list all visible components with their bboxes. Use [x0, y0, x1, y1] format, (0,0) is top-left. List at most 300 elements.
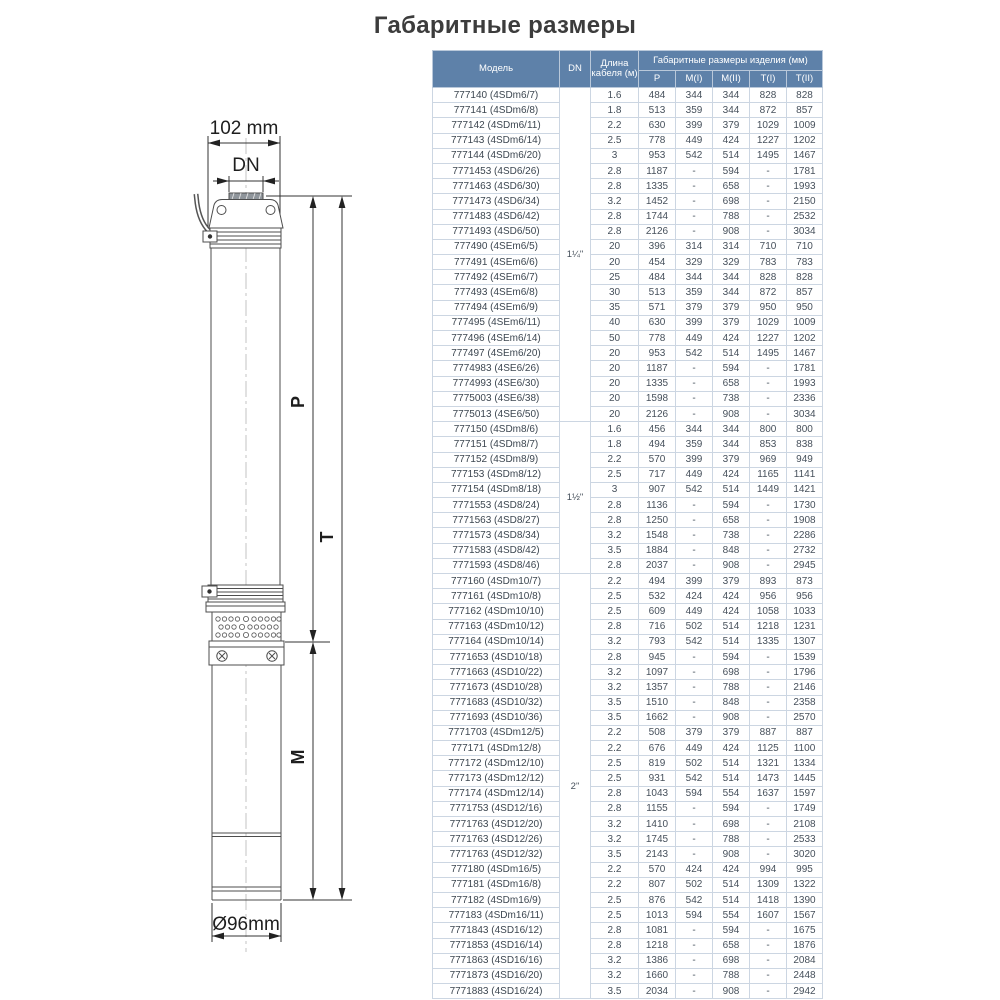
dimension-cell: - [750, 224, 787, 239]
model-cell: 7771863 (4SD16/16) [433, 953, 560, 968]
dimension-cell: 1136 [639, 498, 676, 513]
dimension-cell: 396 [639, 239, 676, 254]
dimension-cell: 3020 [787, 847, 823, 862]
dimension-cell: 893 [750, 574, 787, 589]
dimension-cell: 738 [713, 528, 750, 543]
dimension-cell: 454 [639, 255, 676, 270]
dimension-cell: 828 [787, 88, 823, 103]
table-row [433, 892, 823, 907]
dimension-cell: 1744 [639, 209, 676, 224]
dimension-cell: 1510 [639, 695, 676, 710]
dimension-cell: - [676, 968, 713, 983]
dimension-cell: 1598 [639, 391, 676, 406]
dimension-cell: 1202 [787, 331, 823, 346]
cable-length-cell: 2.2 [591, 862, 639, 877]
dimension-cell: - [676, 376, 713, 391]
dimension-cell: 314 [676, 239, 713, 254]
cable-length-cell: 3.2 [591, 680, 639, 695]
model-cell: 777163 (4SDm10/12) [433, 619, 560, 634]
table-row [433, 467, 823, 482]
dimension-cell: 1081 [639, 923, 676, 938]
table-row [433, 376, 823, 391]
dimension-cell: 344 [713, 422, 750, 437]
cable-length-cell: 3.2 [591, 634, 639, 649]
dimension-cell: 594 [713, 649, 750, 664]
model-cell: 777491 (4SEm6/6) [433, 255, 560, 270]
dimension-cell: 872 [750, 103, 787, 118]
dimension-cell: - [750, 680, 787, 695]
table-row [433, 634, 823, 649]
dimension-cell: 1165 [750, 467, 787, 482]
table-row [433, 832, 823, 847]
dimension-cell: 658 [713, 376, 750, 391]
dimension-cell: 424 [713, 467, 750, 482]
table-row [433, 422, 823, 437]
cable-length-cell: 20 [591, 406, 639, 421]
dimension-cell: 344 [676, 422, 713, 437]
dimension-cell: 1309 [750, 877, 787, 892]
dimension-cell: 1013 [639, 908, 676, 923]
dimension-cell: 513 [639, 103, 676, 118]
dimension-cell: 887 [750, 725, 787, 740]
dimension-cell: 853 [750, 437, 787, 452]
dimension-cell: 1187 [639, 361, 676, 376]
page-title: Габаритные размеры [373, 12, 637, 39]
table-row [433, 558, 823, 573]
dimension-cell: 1029 [750, 118, 787, 133]
dimension-cell: 950 [750, 300, 787, 315]
dimension-cell: - [676, 179, 713, 194]
table-row [433, 224, 823, 239]
dimension-cell: 329 [713, 255, 750, 270]
dimension-cell: 788 [713, 209, 750, 224]
t-dimension [339, 196, 346, 900]
table-row [433, 877, 823, 892]
dimension-cell: - [676, 406, 713, 421]
dimension-cell: 908 [713, 984, 750, 999]
cable-length-cell: 2.8 [591, 163, 639, 178]
model-cell: 777497 (4SEm6/20) [433, 346, 560, 361]
dimension-cell: 2126 [639, 406, 676, 421]
cable-length-cell: 20 [591, 391, 639, 406]
dimension-cell: 1876 [787, 938, 823, 953]
dimension-cell: 788 [713, 680, 750, 695]
dimension-cell: 1452 [639, 194, 676, 209]
header-model: Модель [433, 51, 560, 88]
cable-length-cell: 2.5 [591, 467, 639, 482]
dimension-cell: 1993 [787, 376, 823, 391]
table-row [433, 239, 823, 254]
dimension-cell: 2533 [787, 832, 823, 847]
dimension-cell: - [750, 801, 787, 816]
dimension-cell: - [750, 513, 787, 528]
header-cable-length: Длина кабеля (м) [591, 51, 639, 88]
dimension-cell: 953 [639, 148, 676, 163]
cable-length-cell: 2.2 [591, 741, 639, 756]
dimension-cell: - [676, 801, 713, 816]
table-row [433, 331, 823, 346]
dimension-cell: - [750, 194, 787, 209]
cable-length-cell: 2.5 [591, 771, 639, 786]
cable-length-cell: 3 [591, 148, 639, 163]
model-cell: 777162 (4SDm10/10) [433, 604, 560, 619]
dimension-cell: 2143 [639, 847, 676, 862]
bottom-diameter-label: Ø96mm [212, 914, 280, 935]
table-row [433, 984, 823, 999]
table-row [433, 604, 823, 619]
cable-length-cell: 2.8 [591, 619, 639, 634]
cable-length-cell: 1.8 [591, 103, 639, 118]
dimension-cell: 399 [676, 452, 713, 467]
dimension-cell: - [750, 847, 787, 862]
dimension-cell: 1029 [750, 315, 787, 330]
model-cell: 7775003 (4SE6/38) [433, 391, 560, 406]
table-row [433, 543, 823, 558]
table-row [433, 574, 823, 589]
cable-length-cell: 1.6 [591, 422, 639, 437]
header-dn: DN [560, 51, 591, 88]
dimension-cell: 800 [750, 422, 787, 437]
dimension-cell: 424 [713, 862, 750, 877]
cable-length-cell: 2.8 [591, 649, 639, 664]
dimension-cell: 449 [676, 467, 713, 482]
model-cell: 7771573 (4SD8/34) [433, 528, 560, 543]
model-cell: 7771873 (4SD16/20) [433, 968, 560, 983]
model-cell: 7771883 (4SD16/24) [433, 984, 560, 999]
model-cell: 7771703 (4SDm12/5) [433, 725, 560, 740]
dimension-cell: 698 [713, 194, 750, 209]
dimension-cell: - [676, 710, 713, 725]
dimension-cell: 1445 [787, 771, 823, 786]
dimension-cell: 953 [639, 346, 676, 361]
dimension-cell: 344 [676, 88, 713, 103]
dimension-cell: 1357 [639, 680, 676, 695]
dimension-cell: 857 [787, 285, 823, 300]
cable-length-cell: 3.2 [591, 194, 639, 209]
dimension-cell: 828 [750, 270, 787, 285]
dimension-cell: 2084 [787, 953, 823, 968]
dimension-cell: 2108 [787, 817, 823, 832]
table-row [433, 103, 823, 118]
dimension-cell: 514 [713, 756, 750, 771]
dimension-cell: 887 [787, 725, 823, 740]
header-dim-m2: M(II) [713, 71, 750, 88]
dimension-cell: 514 [713, 619, 750, 634]
table-row [433, 680, 823, 695]
dimension-cell: - [676, 361, 713, 376]
dimension-cell: 1321 [750, 756, 787, 771]
dimension-cell: 314 [713, 239, 750, 254]
dimension-cell: 1202 [787, 133, 823, 148]
model-cell: 777161 (4SDm10/8) [433, 589, 560, 604]
dimension-cell: 542 [676, 148, 713, 163]
dimension-cell: 1058 [750, 604, 787, 619]
dn-cell: 1½" [560, 422, 591, 574]
dimension-cell: 514 [713, 148, 750, 163]
dimension-cell: - [676, 649, 713, 664]
model-cell: 7771553 (4SD8/24) [433, 498, 560, 513]
dimension-cell: 783 [787, 255, 823, 270]
table-row [433, 437, 823, 452]
cable-length-cell: 3.2 [591, 832, 639, 847]
table-row [433, 953, 823, 968]
dimension-cell: 2126 [639, 224, 676, 239]
dimension-cell: 399 [676, 118, 713, 133]
cable-length-cell: 30 [591, 285, 639, 300]
table-row [433, 619, 823, 634]
dimension-cell: 513 [639, 285, 676, 300]
cable-length-cell: 2.8 [591, 786, 639, 801]
dimension-cell: 1675 [787, 923, 823, 938]
dimension-cell: 783 [750, 255, 787, 270]
dimension-cell: 2034 [639, 984, 676, 999]
dimension-cell: 828 [750, 88, 787, 103]
dimension-cell: 994 [750, 862, 787, 877]
dimension-cell: 1390 [787, 892, 823, 907]
model-cell: 7771663 (4SD10/22) [433, 665, 560, 680]
cable-length-cell: 35 [591, 300, 639, 315]
dimension-cell: - [750, 558, 787, 573]
cable-length-cell: 2.5 [591, 892, 639, 907]
dimension-cell: 399 [676, 315, 713, 330]
dimension-cell: - [676, 528, 713, 543]
cable-length-cell: 2.2 [591, 574, 639, 589]
dimension-cell: 484 [639, 270, 676, 285]
reference-lines [266, 196, 352, 900]
table-row [433, 118, 823, 133]
dimension-cell: 956 [787, 589, 823, 604]
dimension-cell: 1100 [787, 741, 823, 756]
dimension-cell: 329 [676, 255, 713, 270]
dimension-cell: 424 [713, 589, 750, 604]
dimension-cell: - [676, 953, 713, 968]
model-cell: 7774993 (4SE6/30) [433, 376, 560, 391]
dimension-cell: 873 [787, 574, 823, 589]
dimension-cell: 449 [676, 331, 713, 346]
dimension-cell: 2037 [639, 558, 676, 573]
dimension-cell: 1335 [639, 376, 676, 391]
dimension-cell: 1009 [787, 118, 823, 133]
dimension-cell: 956 [750, 589, 787, 604]
dimension-cell: - [750, 695, 787, 710]
dimension-cell: 1386 [639, 953, 676, 968]
model-cell: 7771763 (4SD12/26) [433, 832, 560, 847]
dimension-cell: 738 [713, 391, 750, 406]
header-dim-m1: M(I) [676, 71, 713, 88]
table-row [433, 786, 823, 801]
table-row [433, 255, 823, 270]
dimension-cell: - [676, 695, 713, 710]
table-header [433, 51, 823, 88]
dimension-cell: 2286 [787, 528, 823, 543]
model-cell: 777173 (4SDm12/12) [433, 771, 560, 786]
dn-cell: 2" [560, 574, 591, 999]
dimension-cell: 1781 [787, 361, 823, 376]
dimension-cell: 399 [676, 574, 713, 589]
table-row [433, 482, 823, 497]
model-cell: 7771563 (4SD8/27) [433, 513, 560, 528]
model-cell: 777492 (4SEm6/7) [433, 270, 560, 285]
model-cell: 7771763 (4SD12/20) [433, 817, 560, 832]
dimension-cell: 1749 [787, 801, 823, 816]
dimension-cell: - [750, 953, 787, 968]
cable-length-cell: 2.8 [591, 938, 639, 953]
table-row [433, 649, 823, 664]
dimension-cell: - [676, 558, 713, 573]
dimension-cell: - [750, 543, 787, 558]
table-row [433, 209, 823, 224]
dimension-cell: - [676, 209, 713, 224]
dimension-cell: - [750, 832, 787, 847]
dimension-cell: 609 [639, 604, 676, 619]
dimension-cell: 449 [676, 741, 713, 756]
model-cell: 777153 (4SDm8/12) [433, 467, 560, 482]
cable-length-cell: 2.8 [591, 498, 639, 513]
dimension-cell: 945 [639, 649, 676, 664]
dimension-cell: 950 [787, 300, 823, 315]
table-row [433, 194, 823, 209]
model-cell: 7771593 (4SD8/46) [433, 558, 560, 573]
table-row [433, 88, 823, 103]
dimension-cell: 1097 [639, 665, 676, 680]
model-cell: 777174 (4SDm12/14) [433, 786, 560, 801]
dimension-cell: 379 [676, 300, 713, 315]
cable-length-cell: 2.8 [591, 179, 639, 194]
dimension-cell: - [676, 194, 713, 209]
table-row [433, 665, 823, 680]
dimension-cell: 1218 [750, 619, 787, 634]
dimension-cell: 848 [713, 543, 750, 558]
dimension-cell: 698 [713, 817, 750, 832]
cable-length-cell: 2.5 [591, 133, 639, 148]
table-row [433, 756, 823, 771]
table-row [433, 589, 823, 604]
dimension-cell: 698 [713, 665, 750, 680]
dimension-cell: 828 [787, 270, 823, 285]
dimension-cell: 1227 [750, 331, 787, 346]
dimension-cell: 494 [639, 437, 676, 452]
dimension-cell: 594 [676, 908, 713, 923]
pump-dimension-diagram [150, 95, 380, 965]
dimension-cell: 876 [639, 892, 676, 907]
cable-length-cell: 20 [591, 361, 639, 376]
dimension-cell: 2945 [787, 558, 823, 573]
dimension-cell: 778 [639, 331, 676, 346]
dimension-cell: 344 [676, 270, 713, 285]
dimension-cell: 630 [639, 315, 676, 330]
dimension-cell: 424 [713, 331, 750, 346]
dimension-cell: - [676, 665, 713, 680]
dimension-cell: 379 [713, 725, 750, 740]
dimension-cell: 1418 [750, 892, 787, 907]
top-width-label: 102 mm [209, 118, 279, 139]
dimension-cell: 542 [676, 482, 713, 497]
model-cell: 7771673 (4SD10/28) [433, 680, 560, 695]
dimension-cell: 658 [713, 179, 750, 194]
m-dimension-label: M [288, 749, 308, 765]
header-dim-t2: T(II) [787, 71, 823, 88]
dimension-cell: 379 [713, 574, 750, 589]
dimension-cell: - [676, 543, 713, 558]
dimensions-table-wrap [432, 50, 823, 999]
cable-length-cell: 2.8 [591, 224, 639, 239]
dimension-cell: 554 [713, 908, 750, 923]
dimension-cell: 1796 [787, 665, 823, 680]
table-row [433, 452, 823, 467]
dimension-cell: 1567 [787, 908, 823, 923]
dn-cell: 1¼" [560, 88, 591, 422]
dimension-cell: 502 [676, 756, 713, 771]
dimension-cell: 778 [639, 133, 676, 148]
cable-length-cell: 20 [591, 376, 639, 391]
cable-length-cell: 20 [591, 346, 639, 361]
dimension-cell: 502 [676, 877, 713, 892]
model-cell: 777182 (4SDm16/9) [433, 892, 560, 907]
dimension-cell: 2732 [787, 543, 823, 558]
dimension-cell: 379 [713, 118, 750, 133]
dimension-cell: 1745 [639, 832, 676, 847]
dimension-cell: 907 [639, 482, 676, 497]
cable-length-cell: 1.8 [591, 437, 639, 452]
dimension-cell: - [676, 817, 713, 832]
dimension-cell: - [750, 209, 787, 224]
cable-length-cell: 2.8 [591, 558, 639, 573]
dimension-cell: - [750, 391, 787, 406]
dimension-cell: 1410 [639, 817, 676, 832]
dimension-cell: 788 [713, 968, 750, 983]
dimension-cell: - [676, 224, 713, 239]
dimension-cell: - [750, 817, 787, 832]
table-row [433, 695, 823, 710]
cable-length-cell: 3.5 [591, 847, 639, 862]
dimension-cell: 344 [713, 103, 750, 118]
m-dimension [310, 642, 317, 900]
model-cell: 7771483 (4SD6/42) [433, 209, 560, 224]
model-cell: 7771683 (4SD10/32) [433, 695, 560, 710]
dimension-cell: 710 [787, 239, 823, 254]
dimension-cell: 3034 [787, 224, 823, 239]
dimension-cell: - [676, 938, 713, 953]
dimension-cell: 3034 [787, 406, 823, 421]
dimension-cell: 344 [713, 437, 750, 452]
dimension-cell: 1250 [639, 513, 676, 528]
dimension-cell: - [750, 163, 787, 178]
dimension-cell: - [676, 498, 713, 513]
table-row [433, 179, 823, 194]
dimension-cell: 594 [713, 498, 750, 513]
dimension-cell: 716 [639, 619, 676, 634]
table-row [433, 968, 823, 983]
cable-length-cell: 3.2 [591, 953, 639, 968]
cable-length-cell: 3.2 [591, 817, 639, 832]
cable-length-cell: 1.6 [591, 88, 639, 103]
dimension-cell: 514 [713, 634, 750, 649]
model-cell: 7771493 (4SD6/50) [433, 224, 560, 239]
dimension-cell: 2358 [787, 695, 823, 710]
model-cell: 777495 (4SEm6/11) [433, 315, 560, 330]
dimension-cell: 908 [713, 847, 750, 862]
dimension-cell: 676 [639, 741, 676, 756]
dimension-cell: 908 [713, 558, 750, 573]
dimension-cell: - [750, 406, 787, 421]
dimension-cell: 424 [713, 604, 750, 619]
dimension-cell: 630 [639, 118, 676, 133]
dimension-cell: 857 [787, 103, 823, 118]
dimension-cell: 379 [713, 315, 750, 330]
dimension-cell: 1227 [750, 133, 787, 148]
table-row [433, 300, 823, 315]
dimension-cell: 1421 [787, 482, 823, 497]
